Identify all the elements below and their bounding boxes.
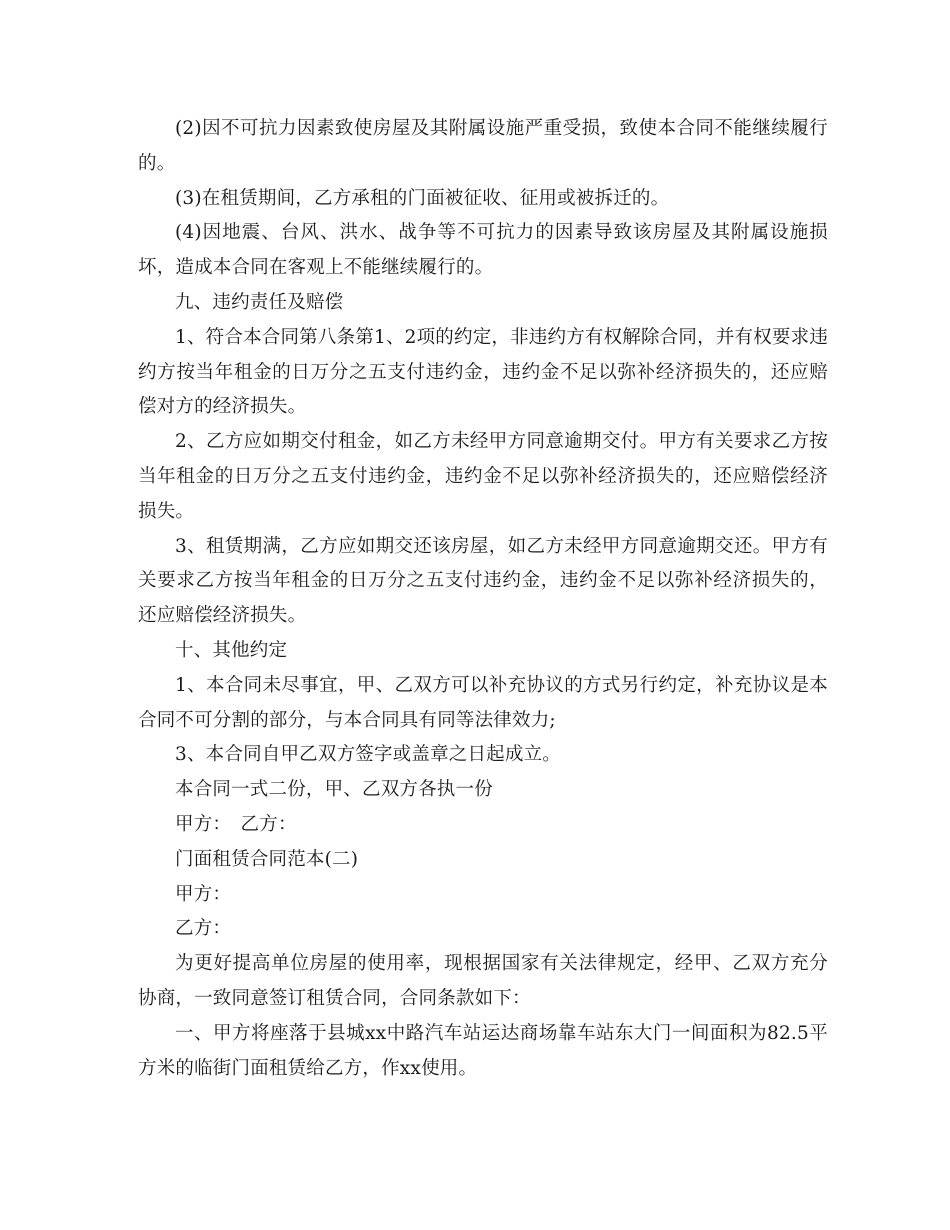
clause-9-2: 2、乙方应如期交付租金，如乙方未经甲方同意逾期交付。甲方有关要求乙方按当年租金的日万分之五支付违约金，违约金不足以弥补经济损失的，还应赔偿经济损失。	[138, 431, 828, 522]
party-b-label: 乙方：	[175, 918, 232, 940]
signature-line: 甲方： 乙方：	[175, 813, 297, 835]
clause-1: 一、甲方将座落于县城xx中路汽车站运达商场靠车站东大门一间面积为82.5平方米的临街门面租赁给乙方，作xx使用。	[138, 1022, 828, 1079]
clause-8-3: (3)在租赁期间，乙方承租的门面被征收、征用或被拆迁的。	[175, 187, 670, 209]
section-heading-10: 十、其他约定	[175, 639, 288, 661]
copies-statement: 本合同一式二份，甲、乙双方各执一份	[175, 779, 493, 801]
contract-title-2: 门面租赁合同范本(二)	[175, 848, 359, 870]
preamble: 为更好提高单位房屋的使用率，现根据国家有关法律规定，经甲、乙双方充分协商，一致同意签订租赁合同，合同条款如下：	[138, 953, 828, 1009]
clause-10-3: 3、本合同自甲乙双方签字或盖章之日起成立。	[175, 744, 561, 766]
clause-9-3: 3、租赁期满，乙方应如期交还该房屋，如乙方未经甲方同意逾期交还。甲方有关要求乙方按当年租金的日万分之五支付违约金，违约金不足以弥补经济损失的，还应赔偿经济损失。	[138, 535, 828, 627]
document-body	[138, 112, 828, 1086]
section-heading-9: 九、违约责任及赔偿	[175, 291, 344, 313]
clause-8-2: (2)因不可抗力因素致使房屋及其附属设施严重受损，致使本合同不能继续履行的。	[138, 118, 828, 174]
clause-9-1: 1、符合本合同第八条第1、2项的约定，非违约方有权解除合同，并有权要求违约方按当年租金的日万分之五支付违约金，违约金不足以弥补经济损失的，还应赔偿对方的经济损失。	[138, 326, 829, 418]
clause-8-4: (4)因地震、台风、洪水、战争等不可抗力的因素导致该房屋及其附属设施损坏，造成本合同在客观上不能继续履行的。	[138, 222, 828, 279]
clause-10-1: 1、本合同未尽事宜，甲、乙双方可以补充协议的方式另行约定，补充协议是本合同不可分割的部分，与本合同具有同等法律效力;	[138, 674, 828, 731]
party-a-label: 甲方：	[175, 883, 232, 905]
